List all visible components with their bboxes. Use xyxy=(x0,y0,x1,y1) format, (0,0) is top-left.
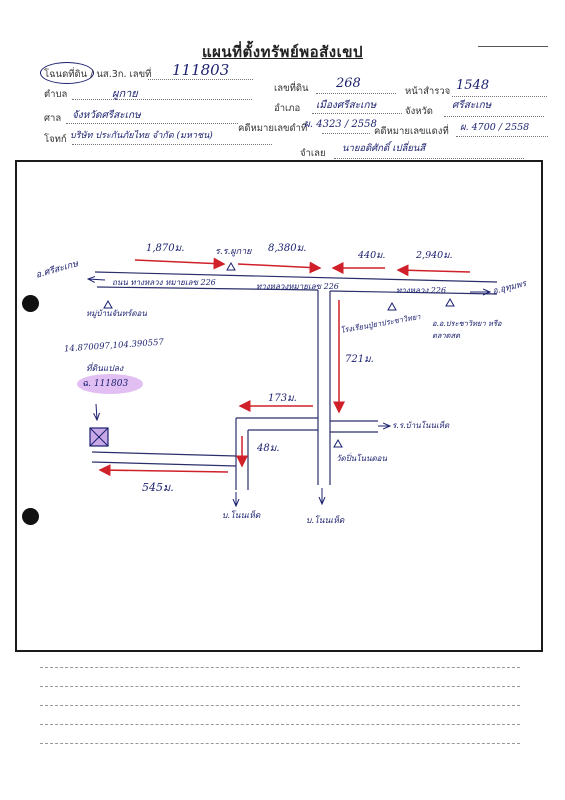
school-right-label: ร.ร.บ้านโนนเห็ด xyxy=(392,421,450,430)
deed-label: โฉนดที่ดิน / นส.3ก. เลขที่ xyxy=(44,69,152,80)
landmark-right2-label: วัดปิ่นโนนดอน xyxy=(336,454,387,463)
page-title: แผนที่ตั้งทรัพย์พอสังเขป xyxy=(201,43,364,61)
arrow-west xyxy=(88,279,105,280)
note-line xyxy=(40,686,520,687)
note-line xyxy=(40,724,520,725)
school-top-label: ร.ร.ผูกาย xyxy=(215,247,252,257)
deed-value: 111803 xyxy=(172,61,230,79)
landmark-right-label: อ.อ.ประชาวิทยา หรือตลาดสด xyxy=(432,319,502,340)
landmark-triangle-icon xyxy=(334,440,342,447)
arrow-2940 xyxy=(398,270,470,272)
dist-173: 173ม. xyxy=(268,393,297,404)
court-label: ศาล xyxy=(44,113,62,124)
district-value: เมืองศรีสะเกษ xyxy=(316,100,377,111)
defendant-label: จำเลย xyxy=(300,148,326,159)
landmark-mid-label: โรงเรียนปู่ยาประชาวิทยา xyxy=(339,312,422,335)
plot-deed-label: ฉ. 111803 xyxy=(82,379,129,389)
defendant-value: นายอดิศักดิ์ เปลี่ยนสี xyxy=(342,143,426,154)
black-case-value: ผ. 4323 / 2558 xyxy=(304,119,377,130)
plot-label: ที่ดินแปลง xyxy=(86,364,124,374)
landmark-triangle-icon xyxy=(227,263,235,270)
court-value: จังหวัดศรีสะเกษ xyxy=(72,110,141,121)
province-label: จังหวัด xyxy=(405,106,433,117)
land-no-label: เลขที่ดิน xyxy=(274,83,309,94)
landmark-triangle-icon xyxy=(446,299,454,306)
district-label: อำเภอ xyxy=(274,103,301,114)
road-label-2: ทางหลวงหมายเลข 226 xyxy=(256,282,339,291)
land-no-value: 268 xyxy=(336,76,361,91)
direction-west-label: อ.ศรีสะเกษ xyxy=(34,259,80,281)
subdistrict-label: ตำบล xyxy=(44,89,68,100)
survey-page-label: หน้าสำรวจ xyxy=(405,86,451,97)
arrow-down-plot xyxy=(96,404,97,420)
plaintiff-label: โจทก์ xyxy=(44,134,67,145)
arrow-1870 xyxy=(135,260,224,264)
dist-48: 48ม. xyxy=(257,443,280,454)
red-case-value: ผ. 4700 / 2558 xyxy=(460,122,530,133)
dist-545: 545ม. xyxy=(142,481,174,494)
bottom-label-1: บ.โนนเห็ด xyxy=(222,511,261,521)
arrow-545 xyxy=(100,470,228,472)
village-label: หมู่บ้านจันทร์ดอน xyxy=(86,309,147,318)
note-line xyxy=(40,667,520,668)
dist-721: 721ม. xyxy=(345,354,374,365)
black-case-label: คดีหมายเลขดำที่ xyxy=(238,123,308,134)
province-value: ศรีสะเกษ xyxy=(452,100,492,111)
survey-page-value: 1548 xyxy=(456,78,490,93)
dist-440: 440ม. xyxy=(358,250,386,261)
red-case-label: คดีหมายเลขแดงที่ xyxy=(374,126,449,137)
plot-marker-icon xyxy=(90,428,108,446)
bottom-label-2: บ.โนนเห็ด xyxy=(306,516,345,526)
road-label-3: ทางหลวง 226 xyxy=(396,286,447,295)
note-line xyxy=(40,705,520,706)
dist-1870: 1,870ม. xyxy=(146,243,185,254)
landmark-triangle-icon xyxy=(388,303,396,310)
plaintiff-value: บริษัท ประกันภัยไทย จำกัด (มหาชน) xyxy=(70,131,213,141)
note-line xyxy=(40,743,520,744)
dist-2940: 2,940ม. xyxy=(416,250,453,261)
road-label-1: ถนน ทางหลวง หมายเลข 226 xyxy=(112,278,216,287)
direction-east-label: อ.อุทุมพร xyxy=(491,278,528,297)
subdistrict-value: ผูกาย xyxy=(112,87,138,100)
coordinates: 14.870097,104.390557 xyxy=(63,337,165,355)
dist-8380: 8,380ม. xyxy=(268,243,307,254)
arrow-8380 xyxy=(238,264,320,268)
